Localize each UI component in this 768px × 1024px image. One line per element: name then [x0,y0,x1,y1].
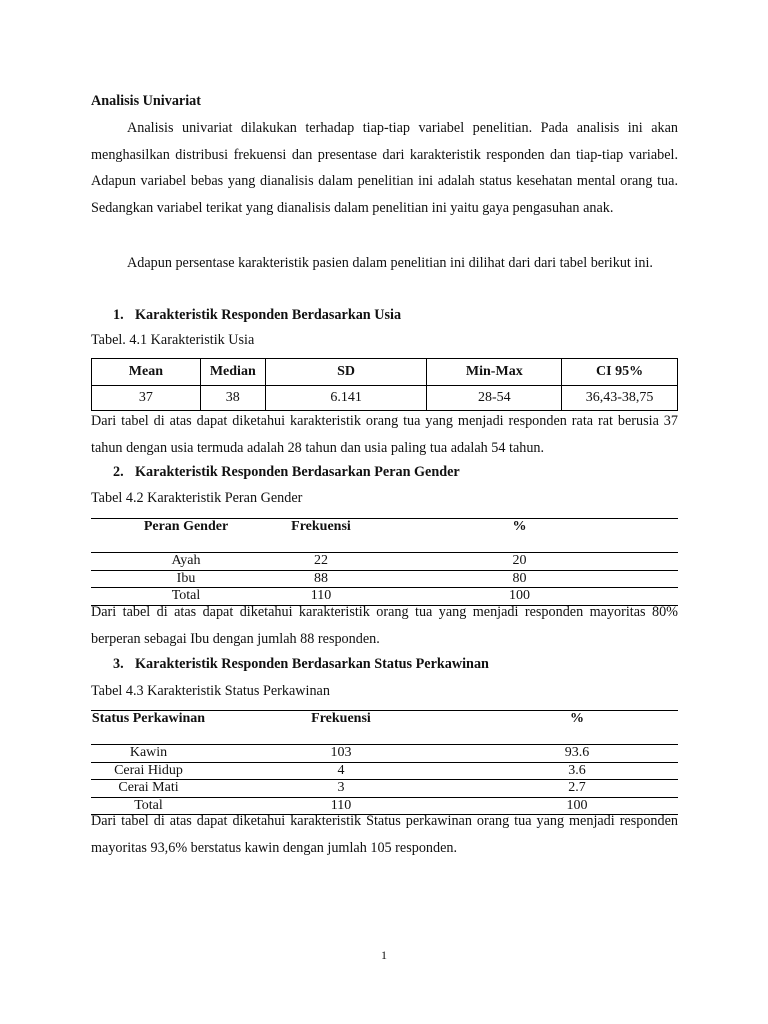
page-number: 1 [381,948,387,962]
table-cell: 80 [361,570,678,588]
intro-paragraph: Analisis univariat dilakukan terhadap tiap-tiap variabel penelitian. Pada analisis ini akan menghasilkan distribusi frekuensi dan presentase dari karakteristik responden dan tiap-tiap variabel. Adapun variabel bebas yang dianalisis dalam penelitian ini adalah status kesehatan mental orang tua. Sedangkan variabel terikat yang dianalisis dalam penelitian ini yaitu gaya pengasuhan anak. [91,120,678,216]
table-note-3: Dari tabel di atas dapat diketahui karakteristik Status perkawinan orang tua yang menjadi responden mayoritas 93,6% berstatus kawin dengan jumlah 105 responden. [91,813,678,856]
table-cell: Cerai Hidup [91,762,206,780]
table-cell: 28-54 [427,386,562,411]
table-cell: Kawin [91,745,206,763]
table-cell: 110 [206,797,476,815]
table-note-2: Dari tabel di atas dapat diketahui karakteristik orang tua yang menjadi responden mayoritas 80% berperan sebagai Ibu dengan jumlah 88 responden. [91,604,678,647]
section-number: 3. [113,656,124,672]
table-cell: Total [91,797,206,815]
table-header-row [92,359,678,386]
table-header-row [91,519,678,553]
table-note-1: Dari tabel di atas dapat diketahui karakteristik orang tua yang menjadi responden rata rat berusia 37 tahun dengan usia termuda adalah 28 tahun dan usia paling tua adalah 54 tahun. [91,413,678,456]
marital-status-table [91,710,678,815]
header-cell: CI 95% [562,359,678,386]
header-cell: % [476,711,678,745]
table-cell: 100 [476,797,678,815]
table-cell: 110 [281,588,361,606]
table-cell: 22 [281,553,361,571]
table-cell: 88 [281,570,361,588]
table-cell: Ayah [91,553,281,571]
table-header-row [91,711,678,745]
table-cell: 3.6 [476,762,678,780]
table-cell: Ibu [91,570,281,588]
table-row [91,745,678,763]
section-title-text: Karakteristik Responden Berdasarkan Status Perkawinan [135,656,489,672]
table-row [91,553,678,571]
table-row [92,386,678,411]
table-caption-2: Tabel 4.2 Karakteristik Peran Gender [91,490,303,506]
table-cell: 38 [200,386,265,411]
table-caption-3: Tabel 4.3 Karakteristik Status Perkawinan [91,683,330,699]
section-number: 1. [113,307,124,323]
header-cell: Status Perkawinan [91,711,206,745]
section-number: 2. [113,464,124,480]
section-title-1 [113,307,401,324]
table-cell: Cerai Mati [91,780,206,798]
table-cell: 6.141 [265,386,427,411]
table-cell: 103 [206,745,476,763]
header-cell: Mean [92,359,201,386]
table-cell: 37 [92,386,201,411]
header-cell: SD [265,359,427,386]
header-cell: Min-Max [427,359,562,386]
table-cell: 2.7 [476,780,678,798]
header-cell: Frekuensi [206,711,476,745]
table-cell: 36,43-38,75 [562,386,678,411]
header-cell: % [361,519,678,553]
table-intro-paragraph: Adapun persentase karakteristik pasien dalam penelitian ini dilihat dari dari tabel berikut ini. [127,255,653,271]
table-cell: 4 [206,762,476,780]
section-heading: Analisis Univariat [91,93,201,109]
table-caption-1: Tabel. 4.1 Karakteristik Usia [91,332,255,348]
table-row [91,780,678,798]
age-table [91,358,678,411]
table-row [91,570,678,588]
header-cell: Median [200,359,265,386]
table-cell: Total [91,588,281,606]
section-title-text: Karakteristik Responden Berdasarkan Peran Gender [135,464,460,480]
section-title-2 [113,464,460,481]
header-cell: Frekuensi [281,519,361,553]
header-cell: Peran Gender [91,519,281,553]
table-row [91,762,678,780]
table-cell: 20 [361,553,678,571]
section-title-3 [113,656,489,673]
table-cell: 3 [206,780,476,798]
table-cell: 100 [361,588,678,606]
section-title-text: Karakteristik Responden Berdasarkan Usia [135,307,402,323]
gender-table [91,518,678,606]
table-cell: 93.6 [476,745,678,763]
